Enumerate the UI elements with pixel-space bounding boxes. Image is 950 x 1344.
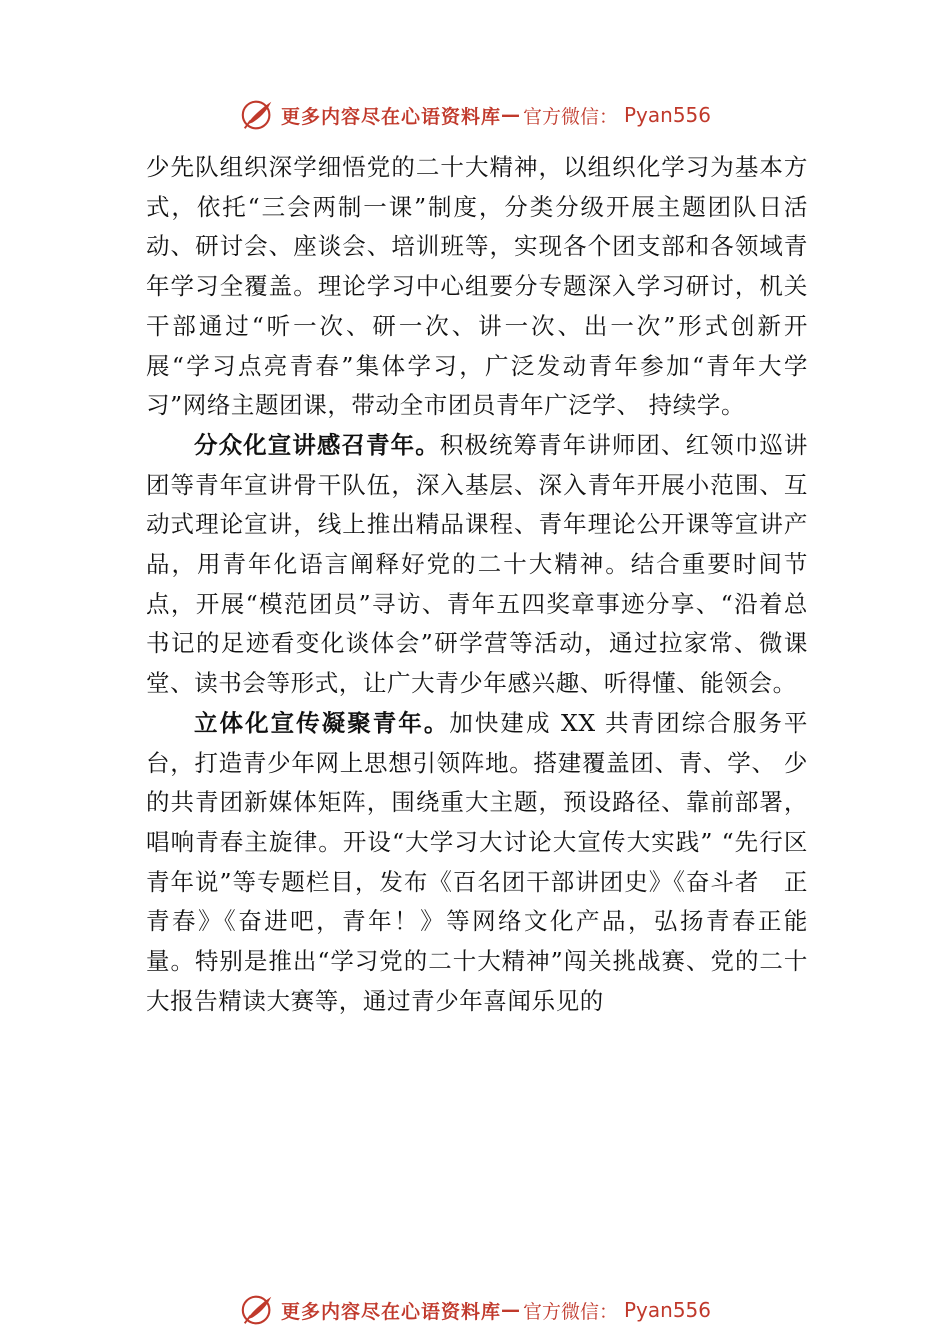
paragraph-3 bbox=[146, 704, 808, 1022]
banner-text: 更多内容尽在心语资料库 bbox=[280, 105, 501, 128]
wechat-label: 官方微信： bbox=[522, 105, 618, 128]
wechat-id: Pyan556 bbox=[624, 103, 712, 127]
paragraph-1 bbox=[146, 148, 808, 426]
banner-dash: — bbox=[500, 1299, 521, 1321]
paragraph-2 bbox=[146, 426, 808, 704]
quill-logo-icon bbox=[239, 96, 277, 134]
paragraph-text: 少先队组织深学细悟党的二十大精神，以组织化学习为基本方式，依托“三会两制一课”制度，分类分级开展主题团队日活动、研讨会、座谈会、培训班等，实现各个团支部和各领域青年学习全覆盖。理论学习中心组要分专题深入学习研讨，机关干部通过“听一次、研一次、讲一次、出一次”形式创新开展“学习点亮青春”集体学习，广泛发动青年参加“青年大学习”网络主题团课，带动全市团员青年广泛学、 持续学。 bbox=[146, 153, 808, 420]
paragraph-text: 积极统筹青年讲师团、红领巾巡讲团等青年宣讲骨干队伍，深入基层、深入青年开展小范围、互动式理论宣讲，线上推出精品课程、青年理论公开课等宣讲产品，用青年化语言阐释好党的二十大精神。结合重要时间节点，开展“模范团员”寻访、青年五四奖章事迹分享、“沿着总书记的足迹看变化谈体会”研学营等活动，通过拉家常、微课堂、读书会等形式，让广大青少年感兴趣、听得懂、能领会。 bbox=[146, 430, 809, 698]
paragraph-text: 加快建成 XX 共青团综合服务平台，打造青少年网上思想引领阵地。搭建覆盖团、青、学、 少的共青团新媒体矩阵，围绕重大主题，预设路径、靠前部署，唱响青春主旋律。开设“大学习大讨论大宣传大实践” “先行区青年说”等专题栏目，发布《百名团干部讲团史》《奋斗者 正青春》《奋进吧，青年！》等网络文化产品，弘扬青春正能量。特别是推出“学习党的二十大精神”闯关挑战赛、党的二十大报告精读大赛等，通过青少年喜闻乐见的 bbox=[146, 708, 809, 1015]
paragraph-heading: 分众化宣讲感召青年。 bbox=[194, 430, 440, 459]
wechat-id: Pyan556 bbox=[624, 1298, 712, 1322]
banner-text: 更多内容尽在心语资料库 bbox=[280, 1300, 501, 1323]
wechat-label: 官方微信： bbox=[522, 1300, 618, 1323]
banner-dash: — bbox=[500, 104, 521, 126]
paragraph-heading: 立体化宣传凝聚青年。 bbox=[194, 708, 450, 737]
footer-banner bbox=[0, 1290, 950, 1330]
header-banner bbox=[0, 95, 950, 135]
document-body bbox=[146, 148, 808, 1021]
quill-logo-icon bbox=[239, 1291, 277, 1329]
